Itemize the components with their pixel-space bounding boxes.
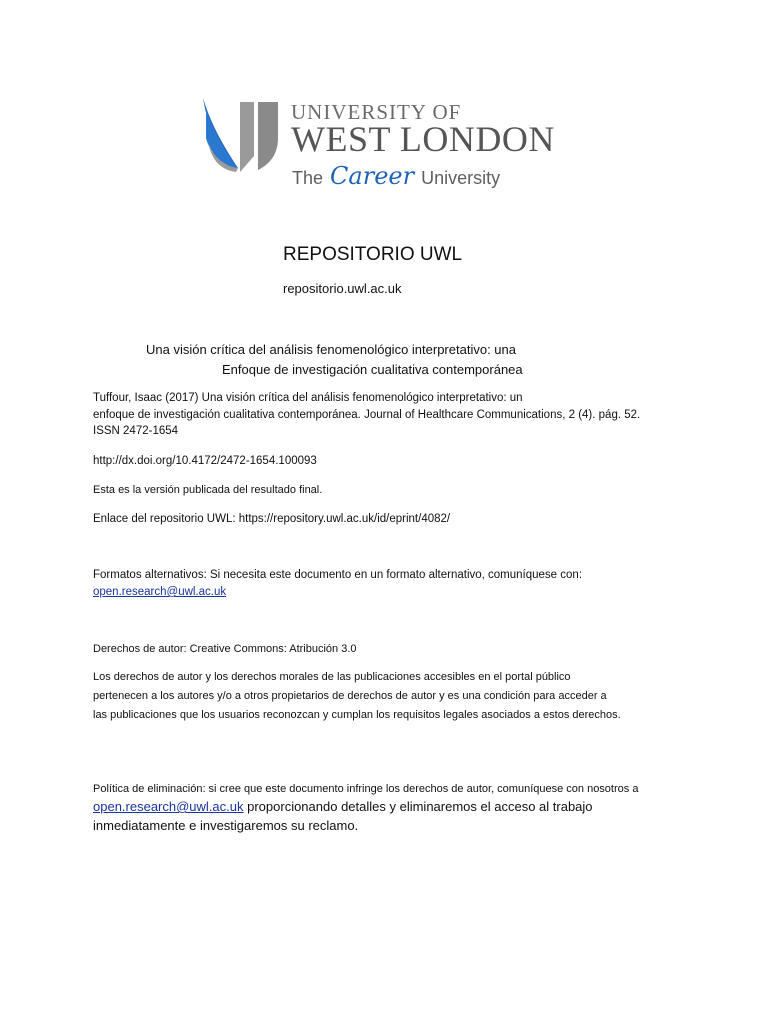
logo-tagline-the: The (292, 168, 324, 188)
version-note: Esta es la versión publicada del resultado final. (93, 484, 323, 496)
doi-link[interactable]: http://dx.doi.org/10.4172/2472-1654.100093 (93, 455, 317, 467)
takedown-line-1: Política de eliminación: si cree que este documento infringe los derechos de autor, comuníquese con nosotros a (93, 783, 639, 795)
repository-title: REPOSITORIO UWL (283, 244, 463, 265)
logo-text-university-of: UNIVERSITY OF (291, 100, 462, 124)
copyright-line-1: Los derechos de autor y los derechos morales de las publicaciones accesibles en el portal público (93, 671, 571, 683)
citation-line-2: enfoque de investigación cualitativa contemporánea. Journal of Healthcare Communications, 2 (4). pág. 52. (93, 409, 641, 421)
takedown-line-2-text: proporcionando detalles y eliminaremos el acceso al trabajo (243, 799, 593, 814)
alt-formats-email[interactable]: open.research@uwl.ac.uk (93, 586, 227, 598)
takedown-line-2 (93, 799, 593, 814)
takedown-email-link[interactable]: open.research@uwl.ac.uk (93, 799, 244, 814)
alt-formats-email-link[interactable] (93, 586, 254, 598)
logo-tagline-university: University (421, 168, 501, 188)
logo-text-west-london: WEST LONDON (291, 119, 555, 159)
university-logo (200, 96, 580, 196)
copyright-line-3: las publicaciones que los usuarios reconozcan y cumplan los requisitos legales asociados a estos derechos. (93, 709, 621, 721)
copyright-heading: Derechos de autor: Creative Commons: Atribución 3.0 (93, 643, 357, 655)
article-title-line-1: Una visión crítica del análisis fenomenológico interpretativo: una (146, 342, 516, 357)
takedown-line-3: inmediatamente e investigaremos su reclamo. (93, 818, 359, 833)
article-title-line-2: Enfoque de investigación cualitativa contemporánea (222, 362, 523, 377)
logo-tagline-career: Career (330, 162, 415, 190)
repository-link[interactable]: Enlace del repositorio UWL: https://repository.uwl.ac.uk/id/eprint/4082/ (93, 513, 451, 525)
citation-issn: ISSN 2472-1654 (93, 425, 179, 437)
citation-line-1: Tuffour, Isaac (2017) Una visión crítica del análisis fenomenológico interpretativo: un (93, 392, 523, 404)
copyright-line-2: pertenecen a los autores y/o a otros propietarios de derechos de autor y es una condición para acceder a (93, 690, 607, 702)
alt-formats-text: Formatos alternativos: Si necesita este documento en un formato alternativo, comuníquese con: (93, 569, 583, 581)
logo-tagline (292, 162, 500, 190)
repository-url: repositorio.uwl.ac.uk (283, 281, 402, 296)
uwl-wing-logo-icon (200, 96, 282, 176)
